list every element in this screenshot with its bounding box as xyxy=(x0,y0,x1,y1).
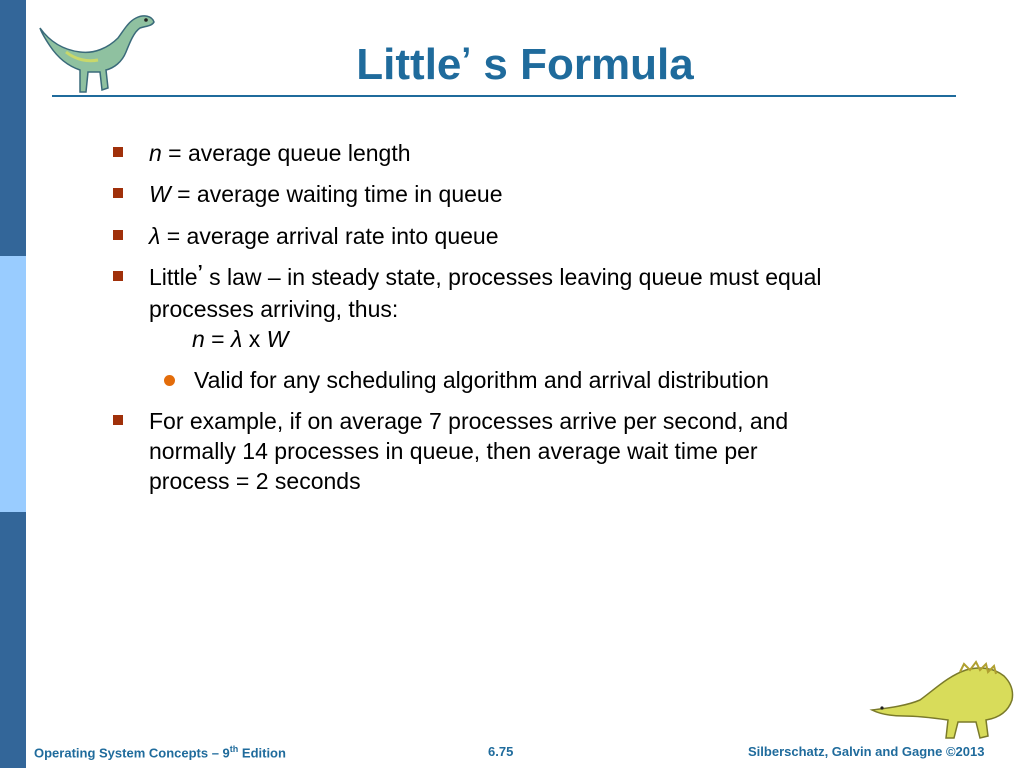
bullet-marker xyxy=(113,271,123,281)
sub-bullet-valid-for-any: Valid for any scheduling algorithm and arrival distribution xyxy=(194,367,769,393)
sub-bullet-marker xyxy=(164,375,175,386)
bullet-marker xyxy=(113,415,123,425)
slide-title: Little’ s Formula xyxy=(356,40,694,89)
footer-page-number: 6.75 xyxy=(488,744,514,759)
title-underline xyxy=(52,95,956,97)
bullet-avg-queue-length: n = average queue length xyxy=(149,140,411,166)
left-stripe-middle xyxy=(0,256,26,512)
bullet-marker xyxy=(113,147,123,157)
littles-formula: n = λ x W xyxy=(192,326,289,352)
left-stripe-top xyxy=(0,0,26,256)
bullet-littles-law: Little’ s law – in steady state, processes leaving queue must equal processes arriving, thus: xyxy=(149,261,822,322)
footer-copyright: Silberschatz, Galvin and Gagne ©2013 xyxy=(748,744,985,759)
dinosaur-icon xyxy=(868,660,1018,740)
bullet-marker xyxy=(113,188,123,198)
bullet-marker xyxy=(113,230,123,240)
bullet-example: For example, if on average 7 processes arrive per second, and normally 14 processes in queue, then average wait time per process = 2 seconds xyxy=(149,408,789,494)
bullet-avg-waiting-time: W = average waiting time in queue xyxy=(149,181,503,207)
footer-book-title: Operating System Concepts – 9th Edition xyxy=(34,744,286,761)
left-stripe-bottom xyxy=(0,512,26,768)
bullet-arrival-rate: λ = average arrival rate into queue xyxy=(149,223,499,249)
